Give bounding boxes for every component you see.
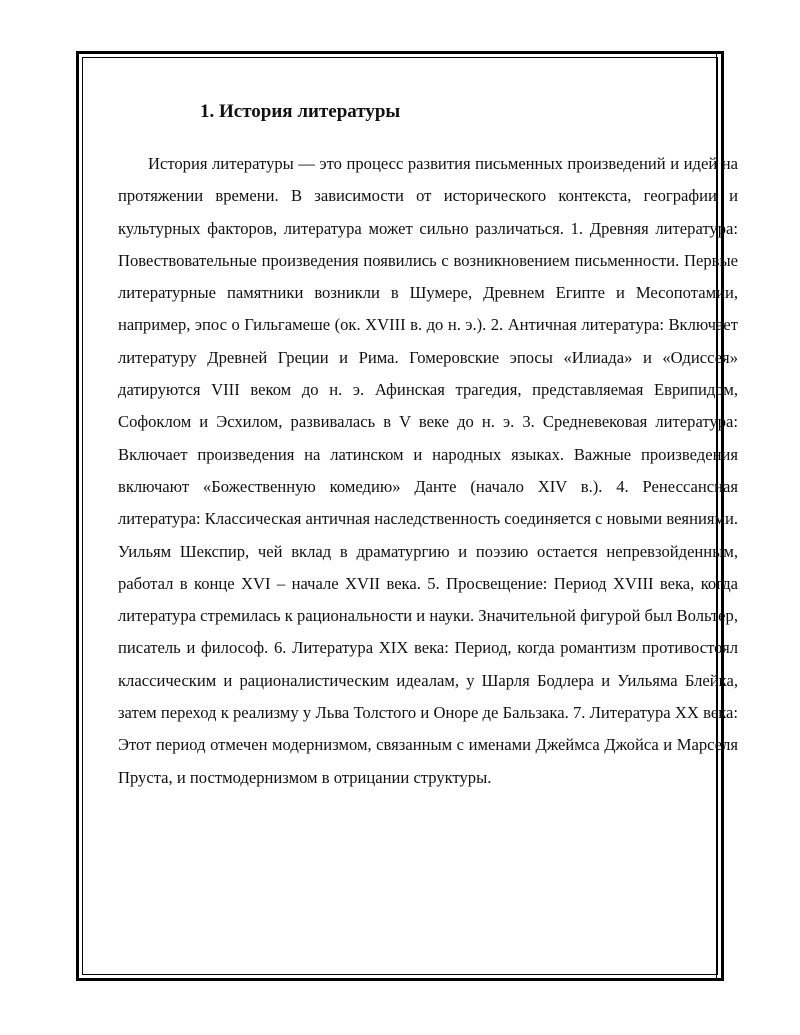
body-paragraph: История литературы — это процесс развития письменных произведений и идей на протяжении времени. В зависимости от исторического контекста, географии и культурных факторов, литература может сильно различаться. 1. Древняя литература: Повествовательные произведения появились с возникновением письменности. Первые литературные памятники возникли в Шумере, Древнем Египте и Месопотамии, например, эпос о Гильгамеше (ок. XVIII в. до н. э.). 2. Античная литература: Включает литературу Древней Греции и Рима. Гомеровские эпосы «Илиада» и «Одиссея» датируются VIII веком до н. э. Афинская трагедия, представляемая Еврипидом, Софоклом и Эсхилом, развивалась в V веке до н. э. 3. Средневековая литература: Включает произведения на латинском и народных языках. Важные произведения включают «Божественную комедию» Данте (начало XIV в.). 4. Ренессансная литература: Классическая античная наследственность соединяется с новыми веяниями. Уильям Шекспир, чей вклад в драматургию и поэзию остается непревзойденным, работал в конце XVI – начале XVII века. 5. Просвещение: Период XVIII века, когда литература стремилась к рациональности и науки. Значительной фигурой был Вольтер, писатель и философ. 6. Литература XIX века: Период, когда романтизм противостоял классическим и рационалистическим идеалам, у Шарля Бодлера и Уильяма Блейка, затем переход к реализму у Льва Толстого и Оноре де Бальзака. 7. Литература XX века: Этот период отмечен модернизмом, связанным с именами Джеймса Джойса и Марселя Пруста, и постмодернизмом в отрицании структуры. bbox=[118, 154, 738, 787]
section-heading: 1. История литературы bbox=[200, 101, 401, 122]
